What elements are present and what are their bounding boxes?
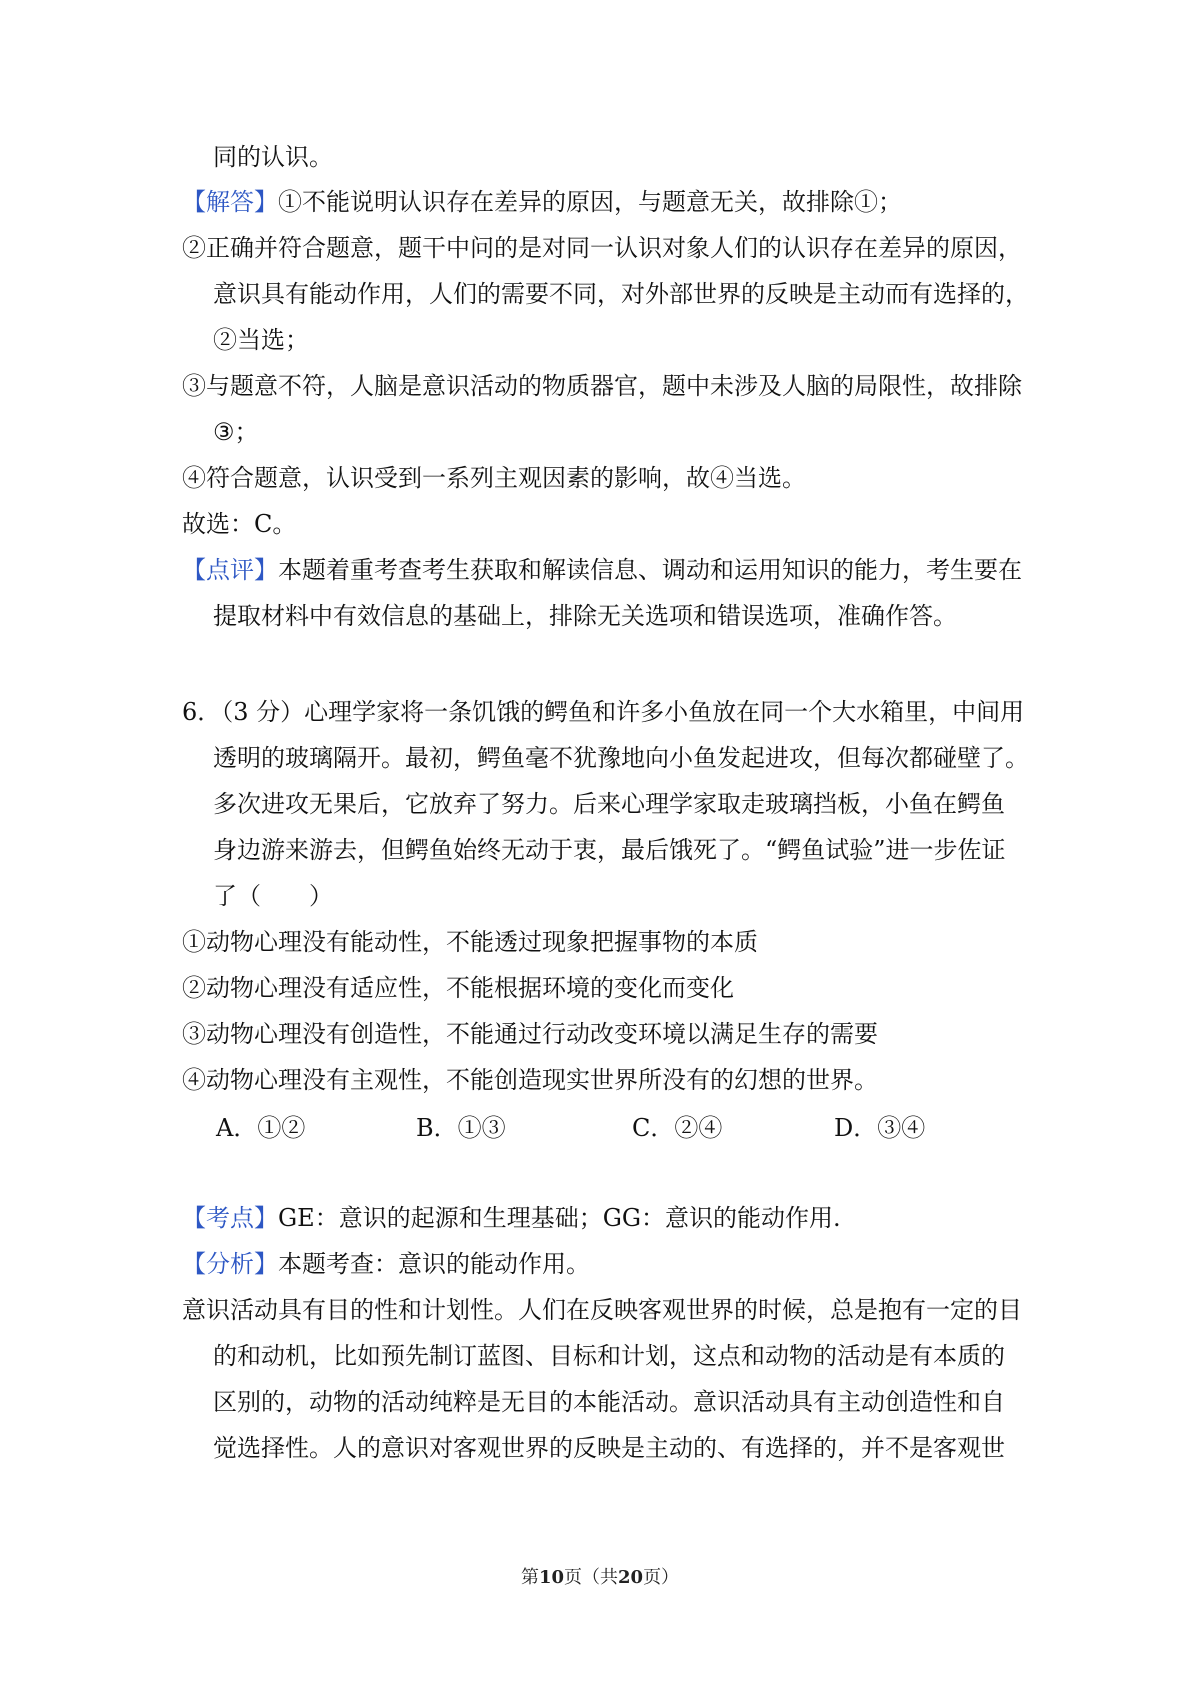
answer-item3-line: ③与题意不符，人脑是意识活动的物质器官，题中未涉及人脑的局限性，故排除 — [182, 372, 1022, 400]
option-a: A．①② — [216, 1114, 306, 1142]
option-d: D．③④ — [834, 1114, 926, 1142]
answer-first: ①不能说明认识存在差异的原因，与题意无关，故排除①； — [278, 188, 902, 216]
comment-text: 本题着重考查考生获取和解读信息、调动和运用知识的能力，考生要在 — [278, 556, 1022, 584]
footer-prefix: 第 — [520, 1567, 539, 1588]
kaodian-line — [182, 1202, 841, 1234]
statement-1: ①动物心理没有能动性，不能透过现象把握事物的本质 — [182, 928, 758, 956]
statement-2: ②动物心理没有适应性，不能根据环境的变化而变化 — [182, 974, 734, 1002]
page-footer — [0, 1566, 1200, 1590]
answer-tag: 【解答】 — [182, 188, 278, 216]
continuation-line: 同的认识。 — [213, 143, 333, 171]
footer-page-number: 10 — [538, 1567, 564, 1588]
fenxi-line — [182, 1248, 590, 1280]
analysis-para-line: 意识活动具有目的性和计划性。人们在反映客观世界的时候，总是抱有一定的目 — [182, 1296, 1022, 1324]
question-stem-line: 透明的玻璃隔开。最初，鳄鱼毫不犹豫地向小鱼发起进攻，但每次都碰壁了。 — [213, 744, 1029, 772]
fenxi-text: 本题考查：意识的能动作用。 — [278, 1250, 590, 1278]
option-b: B．①③ — [416, 1114, 506, 1142]
answer-line-1 — [182, 186, 902, 218]
question-stem-line: 多次进攻无果后，它放弃了努力。后来心理学家取走玻璃挡板，小鱼在鳄鱼 — [213, 790, 1005, 818]
comment-tag: 【点评】 — [182, 556, 278, 584]
answer-item2-line: ②当选； — [213, 326, 309, 354]
fenxi-tag: 【分析】 — [182, 1250, 278, 1278]
option-c: C．②④ — [632, 1114, 723, 1142]
statement-3: ③动物心理没有创造性，不能通过行动改变环境以满足生存的需要 — [182, 1020, 878, 1048]
analysis-para-line: 的和动机，比如预先制订蓝图、目标和计划，这点和动物的活动是有本质的 — [213, 1342, 1005, 1370]
question-stem-line: 了（ ） — [213, 882, 333, 910]
analysis-para-line: 区别的，动物的活动纯粹是无目的本能活动。意识活动具有主动创造性和自 — [213, 1388, 1005, 1416]
question-stem-line: 身边游来游去，但鳄鱼始终无动于衷，最后饿死了。“鳄鱼试验”进一步佐证 — [213, 836, 1006, 864]
answer-item3-line: ③； — [213, 418, 259, 446]
answer-item2-line: ②正确并符合题意，题干中问的是对同一认识对象人们的认识存在差异的原因， — [182, 234, 1022, 262]
footer-suffix: 页） — [643, 1567, 680, 1588]
statement-4: ④动物心理没有主观性，不能创造现实世界所没有的幻想的世界。 — [182, 1066, 878, 1094]
footer-mid: 页（共 — [564, 1567, 618, 1588]
comment-line-1 — [182, 554, 1022, 586]
question-stem-line: 6．（3 分）心理学家将一条饥饿的鳄鱼和许多小鱼放在同一个大水箱里，中间用 — [182, 698, 1025, 726]
analysis-para-line: 觉选择性。人的意识对客观世界的反映是主动的、有选择的，并不是客观世 — [213, 1434, 1005, 1462]
comment-line-2: 提取材料中有效信息的基础上，排除无关选项和错误选项，准确作答。 — [213, 602, 957, 630]
kaodian-tag: 【考点】 — [182, 1204, 278, 1232]
answer-item4: ④符合题意，认识受到一系列主观因素的影响，故④当选。 — [182, 464, 806, 492]
answer-choice: 故选：C。 — [182, 510, 297, 538]
answer-item2-line: 意识具有能动作用，人们的需要不同，对外部世界的反映是主动而有选择的， — [213, 280, 1029, 308]
footer-total-pages: 20 — [618, 1567, 644, 1588]
kaodian-text: GE：意识的起源和生理基础；GG：意识的能动作用. — [278, 1204, 841, 1232]
